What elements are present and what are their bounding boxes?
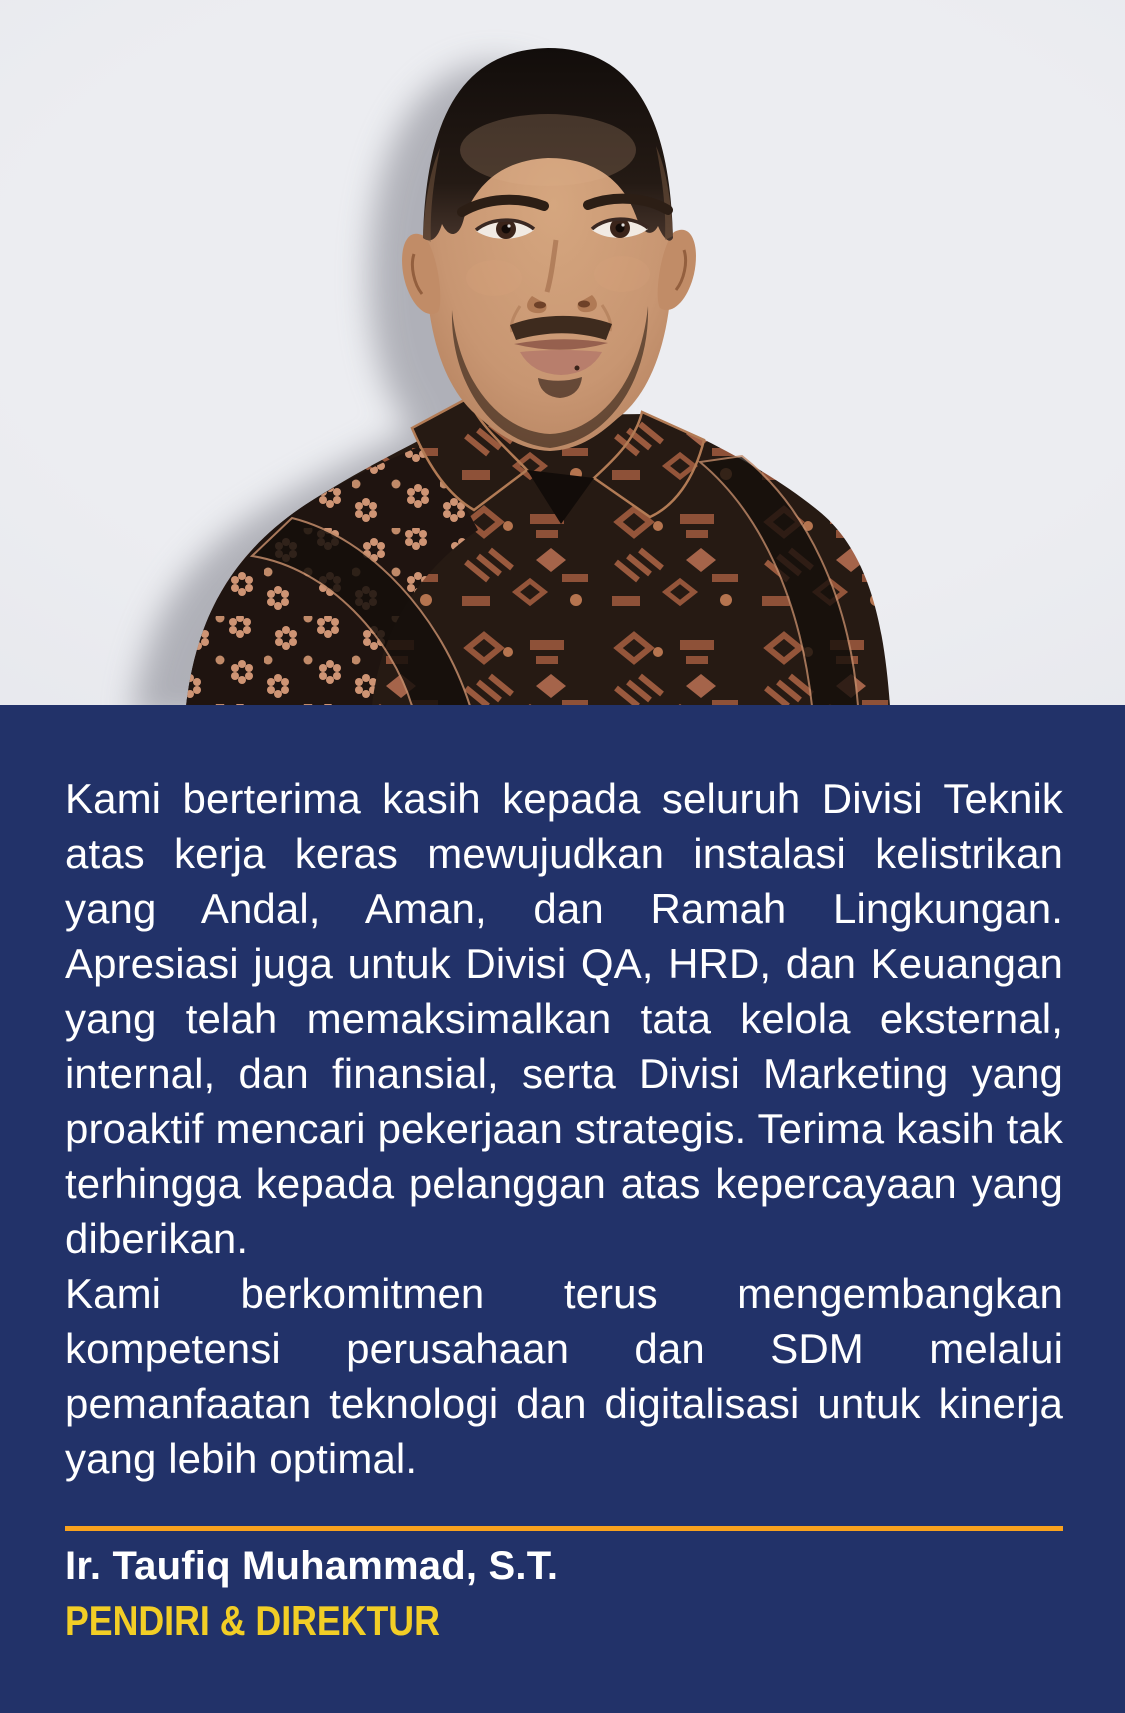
message-paragraph-1: Kami berterima kasih kepada seluruh Divisi Teknik atas kerja keras mewujudkan instalasi kelistrikan yang Andal, Aman, dan Ramah Lingkungan. Apresiasi juga untuk Divisi QA, HRD, dan Keuangan yang telah memaksimalkan tata kelola eksternal, internal, dan finansial, serta Divisi Marketing yang proaktif mencari pekerjaan strategis. Terima kasih tak terhingga kepada pelanggan atas kepercayaan yang diberikan. <box>65 775 1063 1262</box>
message-section <box>0 705 1125 1713</box>
signature-divider <box>65 1526 1063 1531</box>
message-paragraph-2: Kami berkomitmen terus mengembangkan kompetensi perusahaan dan SDM melalui pemanfaatan teknologi dan digitalisasi untuk kinerja yang lebih optimal. <box>65 1270 1063 1482</box>
founder-portrait-photo <box>0 0 1125 705</box>
founder-title: PENDIRI & DIREKTUR <box>65 1597 440 1644</box>
founder-name: Ir. Taufiq Muhammad, S.T. <box>65 1544 559 1588</box>
photo-section <box>0 0 1125 705</box>
